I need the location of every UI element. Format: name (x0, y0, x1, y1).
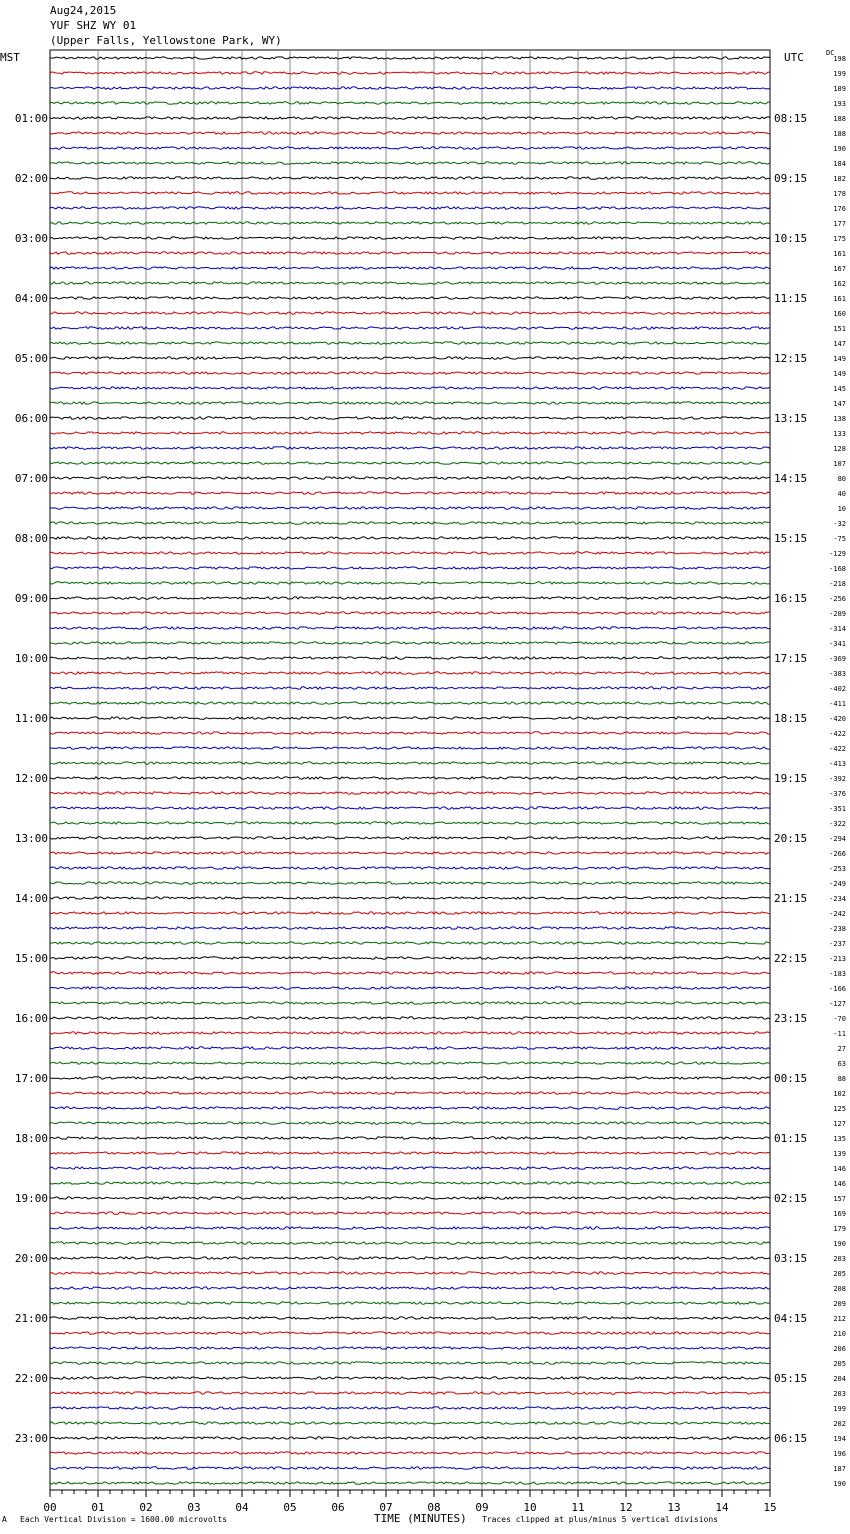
trace-line (50, 957, 770, 959)
hour-label-utc: 01:15 (774, 1132, 808, 1145)
trace-line (50, 702, 770, 704)
dc-offset-label: 146 (833, 1180, 846, 1188)
dc-offset-label: -183 (829, 970, 846, 978)
trace-line (50, 477, 770, 479)
hour-label-mst: 12:00 (14, 772, 48, 785)
x-tick-label: 02 (139, 1501, 153, 1514)
trace-line (50, 507, 770, 509)
x-tick-label: 08 (427, 1501, 441, 1514)
dc-offset-label: 205 (833, 1270, 846, 1278)
corner-mark: A (2, 1515, 7, 1524)
dc-offset-label: 189 (833, 85, 846, 93)
trace-line (50, 1377, 770, 1379)
trace-line (50, 882, 770, 884)
x-tick-label: 05 (283, 1501, 297, 1514)
dc-offset-label: 107 (833, 460, 846, 468)
dc-offset-label: 194 (833, 1435, 846, 1443)
dc-offset-label: -289 (829, 610, 846, 618)
hour-label-utc: 19:15 (774, 772, 808, 785)
hour-label-mst: 23:00 (14, 1432, 48, 1445)
dc-offset-label: -166 (829, 985, 846, 993)
dc-offset-label: 161 (833, 295, 846, 303)
trace-line (50, 1482, 770, 1484)
trace-line (50, 642, 770, 644)
x-tick-label: 12 (619, 1501, 633, 1514)
trace-line (50, 1122, 770, 1124)
dc-offset-label: 175 (833, 235, 846, 243)
hour-label-mst: 03:00 (14, 232, 48, 245)
dc-offset-label: 27 (837, 1045, 846, 1053)
dc-offset-label: -383 (829, 670, 846, 678)
trace-line (50, 552, 770, 554)
dc-offset-label: -238 (829, 925, 846, 933)
hour-label-mst: 16:00 (14, 1012, 48, 1025)
hour-label-utc: 06:15 (774, 1432, 808, 1445)
hour-label-mst: 17:00 (14, 1072, 48, 1085)
dc-offset-label: 157 (833, 1195, 846, 1203)
hour-label-utc: 14:15 (774, 472, 808, 485)
hour-label-utc: 04:15 (774, 1312, 808, 1325)
x-tick-label: 09 (475, 1501, 489, 1514)
dc-offset-label: 206 (833, 1345, 846, 1353)
dc-offset-label: 204 (833, 1375, 846, 1383)
trace-line (50, 972, 770, 974)
dc-offset-label: 182 (833, 175, 846, 183)
trace-line (50, 1032, 770, 1034)
dc-offset-label: -314 (829, 625, 846, 633)
hour-label-mst: 01:00 (14, 112, 48, 125)
trace-line (50, 522, 770, 524)
trace-line (50, 732, 770, 734)
trace-line (50, 717, 770, 719)
trace-line (50, 147, 770, 149)
dc-offset-label: -392 (829, 775, 846, 783)
dc-offset-label: -376 (829, 790, 846, 798)
dc-offset-label: 188 (833, 130, 846, 138)
dc-offset-label: 196 (833, 1450, 846, 1458)
trace-line (50, 222, 770, 224)
trace-line (50, 1272, 770, 1274)
hour-label-utc: 08:15 (774, 112, 808, 125)
dc-offset-label: 125 (833, 1105, 846, 1113)
dc-offset-label: 203 (833, 1255, 846, 1263)
dc-offset-label: -420 (829, 715, 846, 723)
dc-offset-label: -32 (833, 520, 846, 528)
trace-line (50, 1467, 770, 1469)
trace-line (50, 1077, 770, 1079)
dc-offset-label: -242 (829, 910, 846, 918)
trace-line (50, 1422, 770, 1424)
hour-label-utc: 05:15 (774, 1372, 808, 1385)
dc-offset-label: 203 (833, 1390, 846, 1398)
hour-label-utc: 20:15 (774, 832, 808, 845)
dc-offset-label: -422 (829, 730, 846, 738)
trace-line (50, 1362, 770, 1364)
hour-label-utc: 00:15 (774, 1072, 808, 1085)
trace-line (50, 672, 770, 674)
trace-line (50, 447, 770, 449)
hour-label-mst: 14:00 (14, 892, 48, 905)
clip-note: Traces clipped at plus/minus 5 vertical divisions (482, 1515, 719, 1524)
trace-line (50, 1212, 770, 1214)
trace-line (50, 1137, 770, 1139)
trace-line (50, 1287, 770, 1289)
hour-label-mst: 10:00 (14, 652, 48, 665)
trace-line (50, 72, 770, 74)
trace-line (50, 1167, 770, 1169)
dc-offset-label: 190 (833, 1240, 846, 1248)
dc-offset-label: 138 (833, 415, 846, 423)
dc-offset-label: 135 (833, 1135, 846, 1143)
dc-offset-label: 177 (833, 220, 846, 228)
dc-offset-label: -70 (833, 1015, 846, 1023)
trace-line (50, 357, 770, 359)
dc-offset-label: 147 (833, 400, 846, 408)
hour-label-mst: 07:00 (14, 472, 48, 485)
hour-label-utc: 11:15 (774, 292, 808, 305)
hour-label-utc: 10:15 (774, 232, 808, 245)
dc-offset-label: 102 (833, 1090, 846, 1098)
trace-line (50, 252, 770, 254)
trace-line (50, 537, 770, 539)
trace-line (50, 1317, 770, 1319)
dc-offset-label: 199 (833, 1405, 846, 1413)
date-label: Aug24,2015 (50, 4, 117, 17)
trace-line (50, 942, 770, 944)
trace-line (50, 432, 770, 434)
dc-offset-label: -322 (829, 820, 846, 828)
hour-label-utc: 12:15 (774, 352, 808, 365)
dc-offset-label: 145 (833, 385, 846, 393)
trace-line (50, 1197, 770, 1199)
hour-label-utc: 22:15 (774, 952, 808, 965)
trace-line (50, 987, 770, 989)
hour-label-mst: 02:00 (14, 172, 48, 185)
x-tick-label: 07 (379, 1501, 393, 1514)
hour-label-utc: 02:15 (774, 1192, 808, 1205)
dc-offset-label: 190 (833, 1480, 846, 1488)
hour-label-mst: 18:00 (14, 1132, 48, 1145)
trace-line (50, 132, 770, 134)
trace-line (50, 612, 770, 614)
trace-line (50, 297, 770, 299)
trace-line (50, 762, 770, 764)
trace-line (50, 192, 770, 194)
trace-line (50, 1347, 770, 1349)
x-tick-label: 03 (187, 1501, 201, 1514)
hour-label-mst: 21:00 (14, 1312, 48, 1325)
dc-offset-label: -341 (829, 640, 846, 648)
trace-line (50, 582, 770, 584)
hour-label-mst: 05:00 (14, 352, 48, 365)
dc-offset-label: -168 (829, 565, 846, 573)
trace-line (50, 492, 770, 494)
trace-line (50, 597, 770, 599)
dc-offset-label: 127 (833, 1120, 846, 1128)
x-tick-label: 11 (571, 1501, 585, 1514)
x-tick-label: 15 (763, 1501, 777, 1514)
trace-line (50, 117, 770, 119)
trace-line (50, 312, 770, 314)
hour-label-mst: 15:00 (14, 952, 48, 965)
dc-offset-label: 128 (833, 445, 846, 453)
x-tick-label: 00 (43, 1501, 57, 1514)
dc-offset-label: 139 (833, 1150, 846, 1158)
dc-offset-label: -237 (829, 940, 846, 948)
x-tick-label: 06 (331, 1501, 345, 1514)
dc-offset-label: -129 (829, 550, 846, 558)
dc-offset-label: 190 (833, 145, 846, 153)
dc-offset-label: -413 (829, 760, 846, 768)
hour-label-utc: 13:15 (774, 412, 808, 425)
trace-line (50, 462, 770, 464)
dc-offset-label: 10 (837, 505, 846, 513)
scale-note: Each Vertical Division = 1600.00 microvolts (20, 1515, 228, 1524)
trace-line (50, 342, 770, 344)
dc-offset-label: 151 (833, 325, 846, 333)
hour-label-utc: 09:15 (774, 172, 808, 185)
hour-label-mst: 04:00 (14, 292, 48, 305)
dc-header: DC (826, 49, 835, 57)
hour-label-utc: 21:15 (774, 892, 808, 905)
hour-label-mst: 13:00 (14, 832, 48, 845)
dc-offset-label: -256 (829, 595, 846, 603)
dc-offset-label: 187 (833, 1465, 846, 1473)
trace-line (50, 1092, 770, 1094)
hour-label-mst: 09:00 (14, 592, 48, 605)
dc-offset-label: 209 (833, 1300, 846, 1308)
dc-offset-label: -234 (829, 895, 846, 903)
dc-offset-label: 147 (833, 340, 846, 348)
dc-offset-label: 160 (833, 310, 846, 318)
hour-label-utc: 15:15 (774, 532, 808, 545)
hour-label-utc: 03:15 (774, 1252, 808, 1265)
trace-line (50, 792, 770, 794)
dc-offset-label: 149 (833, 355, 846, 363)
trace-line (50, 1107, 770, 1109)
dc-offset-label: 176 (833, 205, 846, 213)
dc-offset-label: -294 (829, 835, 846, 843)
dc-offset-label: -351 (829, 805, 846, 813)
trace-line (50, 282, 770, 284)
trace-line (50, 1452, 770, 1454)
trace-line (50, 372, 770, 374)
x-tick-label: 14 (715, 1501, 729, 1514)
trace-line (50, 747, 770, 749)
trace-line (50, 687, 770, 689)
trace-line (50, 822, 770, 824)
dc-offset-label: 178 (833, 190, 846, 198)
dc-offset-label: -75 (833, 535, 846, 543)
trace-line (50, 57, 770, 59)
dc-offset-label: 188 (833, 115, 846, 123)
trace-line (50, 87, 770, 89)
trace-line (50, 837, 770, 839)
dc-offset-label: 162 (833, 280, 846, 288)
trace-line (50, 1017, 770, 1019)
dc-offset-label: -218 (829, 580, 846, 588)
dc-offset-label: -249 (829, 880, 846, 888)
hour-label-utc: 16:15 (774, 592, 808, 605)
dc-offset-label: 212 (833, 1315, 846, 1323)
location-label: (Upper Falls, Yellowstone Park, WY) (50, 34, 282, 47)
trace-line (50, 1062, 770, 1064)
trace-line (50, 237, 770, 239)
trace-line (50, 657, 770, 659)
dc-offset-label: 40 (837, 490, 846, 498)
trace-line (50, 1002, 770, 1004)
dc-offset-label: 184 (833, 160, 846, 168)
dc-offset-label: 149 (833, 370, 846, 378)
utc-label: UTC (784, 51, 804, 64)
hour-label-mst: 20:00 (14, 1252, 48, 1265)
dc-offset-label: 169 (833, 1210, 846, 1218)
trace-line (50, 1437, 770, 1439)
dc-offset-label: 161 (833, 250, 846, 258)
dc-offset-label: -127 (829, 1000, 846, 1008)
dc-offset-label: -369 (829, 655, 846, 663)
x-tick-label: 10 (523, 1501, 537, 1514)
dc-offset-label: 205 (833, 1360, 846, 1368)
trace-line (50, 807, 770, 809)
hour-label-utc: 23:15 (774, 1012, 808, 1025)
trace-line (50, 387, 770, 389)
hour-label-mst: 08:00 (14, 532, 48, 545)
dc-offset-label: 146 (833, 1165, 846, 1173)
trace-line (50, 402, 770, 404)
x-axis-title: TIME (MINUTES) (374, 1512, 467, 1525)
hour-label-mst: 06:00 (14, 412, 48, 425)
trace-line (50, 102, 770, 104)
trace-line (50, 1047, 770, 1049)
hour-label-utc: 17:15 (774, 652, 808, 665)
trace-line (50, 1332, 770, 1334)
x-tick-label: 04 (235, 1501, 249, 1514)
trace-line (50, 852, 770, 854)
trace-line (50, 627, 770, 629)
trace-line (50, 1257, 770, 1259)
x-tick-label: 13 (667, 1501, 681, 1514)
trace-line (50, 867, 770, 869)
trace-line (50, 1152, 770, 1154)
trace-line (50, 1302, 770, 1304)
trace-line (50, 777, 770, 779)
trace-line (50, 912, 770, 914)
x-tick-label: 01 (91, 1501, 105, 1514)
dc-offset-label: -11 (833, 1030, 846, 1038)
dc-offset-label: -422 (829, 745, 846, 753)
dc-offset-label: -411 (829, 700, 846, 708)
dc-offset-label: 193 (833, 100, 846, 108)
dc-offset-label: -266 (829, 850, 846, 858)
dc-offset-label: 88 (837, 1075, 846, 1083)
trace-line (50, 567, 770, 569)
trace-line (50, 1182, 770, 1184)
hour-label-mst: 19:00 (14, 1192, 48, 1205)
station-label: YUF SHZ WY 01 (50, 19, 137, 32)
trace-line (50, 207, 770, 209)
hour-label-mst: 22:00 (14, 1372, 48, 1385)
trace-line (50, 1242, 770, 1244)
trace-line (50, 177, 770, 179)
dc-offset-label: 167 (833, 265, 846, 273)
mst-label: MST (0, 51, 20, 64)
trace-line (50, 897, 770, 899)
trace-line (50, 327, 770, 329)
dc-offset-label: -402 (829, 685, 846, 693)
trace-line (50, 927, 770, 929)
trace-line (50, 1227, 770, 1229)
dc-offset-label: 210 (833, 1330, 846, 1338)
dc-offset-label: 202 (833, 1420, 846, 1428)
dc-offset-label: -213 (829, 955, 846, 963)
dc-offset-label: 63 (837, 1060, 846, 1068)
trace-line (50, 417, 770, 419)
dc-offset-label: 80 (837, 475, 846, 483)
trace-line (50, 1407, 770, 1409)
dc-offset-label: 198 (833, 55, 846, 63)
hour-label-utc: 18:15 (774, 712, 808, 725)
dc-offset-label: -253 (829, 865, 846, 873)
dc-offset-label: 208 (833, 1285, 846, 1293)
trace-line (50, 162, 770, 164)
trace-line (50, 1392, 770, 1394)
dc-offset-label: 179 (833, 1225, 846, 1233)
dc-offset-label: 199 (833, 70, 846, 78)
hour-label-mst: 11:00 (14, 712, 48, 725)
dc-offset-label: 133 (833, 430, 846, 438)
trace-line (50, 267, 770, 269)
